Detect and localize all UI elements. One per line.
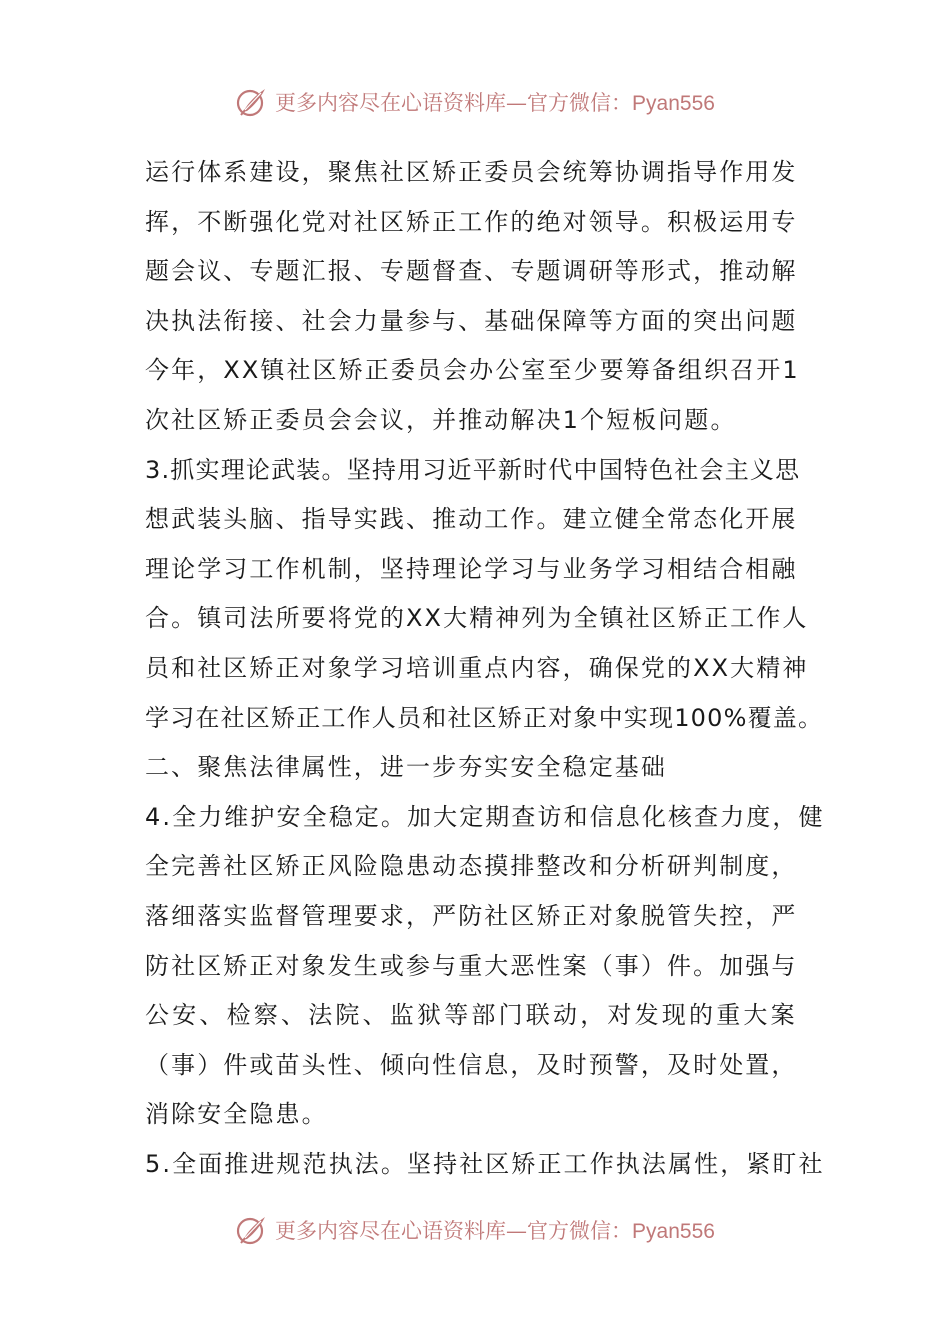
body-line: 5.全面推进规范执法。坚持社区矫正工作执法属性，紧盯社 [145,1149,825,1178]
body-line: 员和社区矫正对象学习培训重点内容，确保党的XX大精神 [145,653,809,682]
document-body [145,148,825,1189]
body-line: 今年，XX镇社区矫正委员会办公室至少要筹备组织召开1 [145,356,800,385]
body-line: 4.全力维护安全稳定。加大定期查访和信息化核查力度，健 [145,802,825,831]
body-line: 学习在社区矫正工作人员和社区矫正对象中实现100%覆盖。 [145,703,824,732]
watermark-text-cn: 更多内容尽在心语资料库—官方微信： [275,1219,633,1243]
body-line: 落细落实监督管理要求，严防社区矫正对象脱管失控，严 [145,901,798,930]
watermark-text-cn: 更多内容尽在心语资料库—官方微信： [275,91,633,115]
body-line: 次社区矫正委员会会议，并推动解决1个短板问题。 [145,405,737,434]
watermark-wechat-id: Pyan556 [632,1220,715,1243]
quill-pen-logo-icon [235,1213,269,1247]
body-line: 全完善社区矫正风险隐患动态摸排整改和分析研判制度， [145,852,798,881]
body-line: （事）件或苗头性、倾向性信息，及时预警，及时处置， [145,1050,798,1079]
body-line: 公安、检察、法院、监狱等部门联动，对发现的重大案 [145,1001,798,1030]
body-line: 防社区矫正对象发生或参与重大恶性案（事）件。加强与 [145,951,798,980]
body-line: 挥，不断强化党对社区矫正工作的绝对领导。积极运用专 [145,207,798,236]
body-line: 理论学习工作机制，坚持理论学习与业务学习相结合相融 [145,554,798,583]
body-line: 合。镇司法所要将党的XX大精神列为全镇社区矫正工作人 [145,604,809,633]
body-line: 题会议、专题汇报、专题督查、专题调研等形式，推动解 [145,257,798,286]
body-line: 消除安全隐患。 [145,1100,328,1129]
body-line: 想武装头脑、指导实践、推动工作。建立健全常态化开展 [145,505,798,534]
section-heading: 二、聚焦法律属性，进一步夯实安全稳定基础 [145,753,667,782]
quill-pen-logo-icon [235,85,269,119]
body-line: 3.抓实理论武装。坚持用习近平新时代中国特色社会主义思 [145,455,801,484]
footer-watermark-banner [0,1210,950,1250]
header-watermark-banner [0,82,950,122]
body-line: 运行体系建设，聚焦社区矫正委员会统筹协调指导作用发 [145,158,798,186]
watermark-wechat-id: Pyan556 [632,92,715,115]
watermark-text [275,87,715,117]
body-line: 决执法衔接、社会力量参与、基础保障等方面的突出问题 [145,306,798,335]
watermark-text [275,1215,715,1245]
